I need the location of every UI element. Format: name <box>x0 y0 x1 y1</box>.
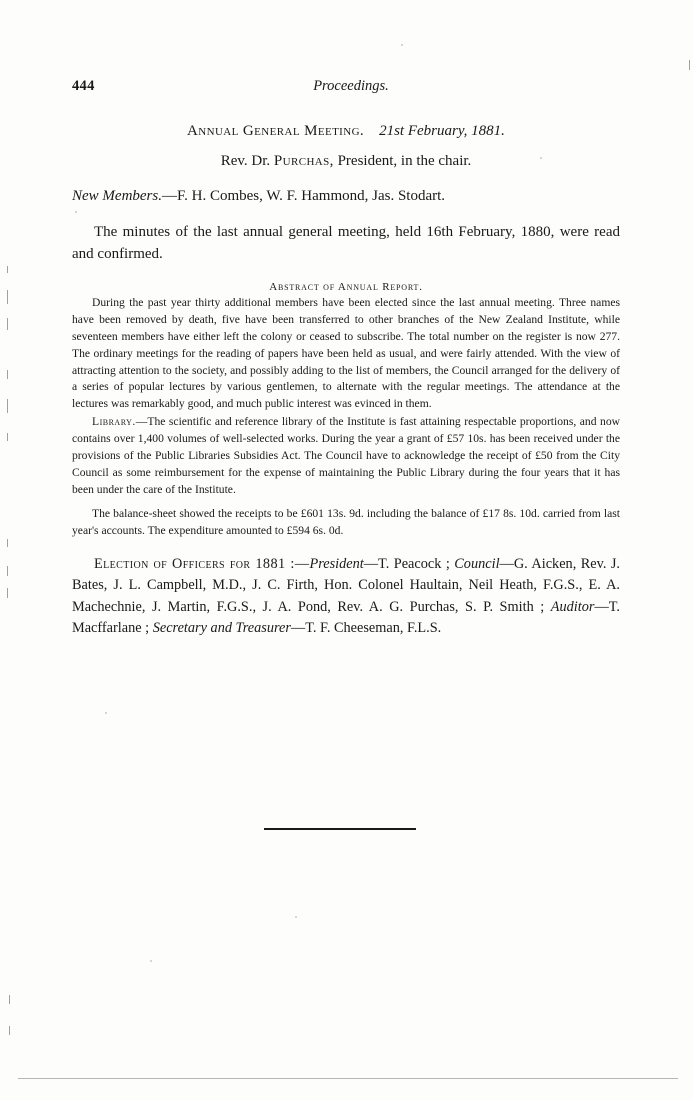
president-label: President <box>309 555 364 572</box>
library-text: —The scientific and reference library of the Institute is fast attaining respectable proportions, and now contains over 1,400 volumes of well-selected works. During the year a grant of £57 10s. has been received under the provisions of the Public Libraries Subsidies Act. The Council have to acknowledge the receipt of £50 from the City Council as some reimbursement for the expense of maintaining the Public Library during the four years that it has been under the care of the Institute. <box>72 415 620 497</box>
scan-speck <box>295 916 297 918</box>
running-head-title: Proceedings. <box>313 78 389 94</box>
council-names: —G. Aicken, Rev. J. Bates, J. L. Campbell, M.D., J. C. Firth, Hon. Colonel Haultain, Neil Heath, F.G.S., E. A. Machechnie, J. Martin, F.G.S., J. A. Pond, Rev. A. G. Purchas, S. P. Smith ; <box>72 555 620 615</box>
election-heading: Election of Officers for 1881 :— <box>94 555 310 572</box>
abstract-paragraph-1: During the past year thirty additional members have been elected since the last annual meeting. Three names have been removed by death, five have been transferred to other branches of the New Zealand Institute, while seventeen members have either left the colony or ceased to subscribe. The total number on the register is now 277. The ordinary meetings for the reading of papers have been held as usual, and were fairly attended. With the view of attracting attention to the society, and possibly adding to the list of members, the Council arranged for the delivery of a series of popular lectures by various gentlemen, to alternate with the regular meetings. The attendance at the lectures was remarkably good, and much public interest was evinced in them. <box>72 295 620 411</box>
margin-tick <box>9 1026 10 1035</box>
library-paragraph <box>72 414 620 499</box>
abstract-paragraph-2: The balance-sheet showed the receipts to be £601 13s. 9d. including the balance of £17 8s. 10d. carried from last year's accounts. The expenditure amounted to £594 6s. 0d. <box>72 506 620 537</box>
scan-speck <box>150 960 152 962</box>
margin-tick <box>7 539 8 547</box>
president-name: —T. Peacock ; <box>363 555 455 572</box>
margin-tick <box>7 433 8 441</box>
minutes-paragraph: The minutes of the last annual general meeting, held 16th February, 1880, were read and confirmed. <box>72 223 620 262</box>
page-folio: 444 <box>72 78 95 94</box>
meeting-title-line <box>72 122 620 141</box>
scan-speck <box>401 44 403 46</box>
margin-tick <box>7 370 8 379</box>
margin-tick <box>7 290 8 304</box>
meeting-title: Annual General Meeting. <box>187 123 365 139</box>
meeting-date: 21st February, 1881. <box>379 123 505 139</box>
chair-prefix: Rev. Dr. <box>220 152 274 169</box>
margin-tick <box>7 318 8 330</box>
page-bottom-rule <box>18 1078 678 1079</box>
library-label: Library. <box>92 415 136 429</box>
new-members-line <box>72 186 620 207</box>
page-content <box>72 78 620 640</box>
margin-tick <box>9 995 10 1004</box>
chair-name: Purchas, <box>273 152 334 169</box>
auditor-name: —T. Macffarlane ; <box>72 598 620 637</box>
abstract-heading: Abstract of Annual Report. <box>269 280 423 293</box>
margin-tick <box>7 588 8 598</box>
margin-tick <box>7 266 8 273</box>
secretary-label: Secretary and Treasurer <box>152 620 291 637</box>
running-head <box>72 78 620 104</box>
secretary-name: —T. F. Cheeseman, F.L.S. <box>290 620 442 637</box>
margin-tick <box>7 399 8 413</box>
new-members-text: —F. H. Combes, W. F. Hammond, Jas. Stodart. <box>162 187 446 204</box>
election-paragraph <box>72 554 620 640</box>
margin-tick <box>689 60 690 70</box>
chair-suffix: President, in the chair. <box>333 152 472 169</box>
auditor-label: Auditor <box>550 598 595 615</box>
new-members-label: New Members. <box>72 187 162 204</box>
section-divider-rule <box>264 828 416 830</box>
margin-tick <box>7 566 8 576</box>
council-label: Council <box>454 555 500 572</box>
scan-speck <box>105 712 107 714</box>
chair-line <box>72 152 620 171</box>
